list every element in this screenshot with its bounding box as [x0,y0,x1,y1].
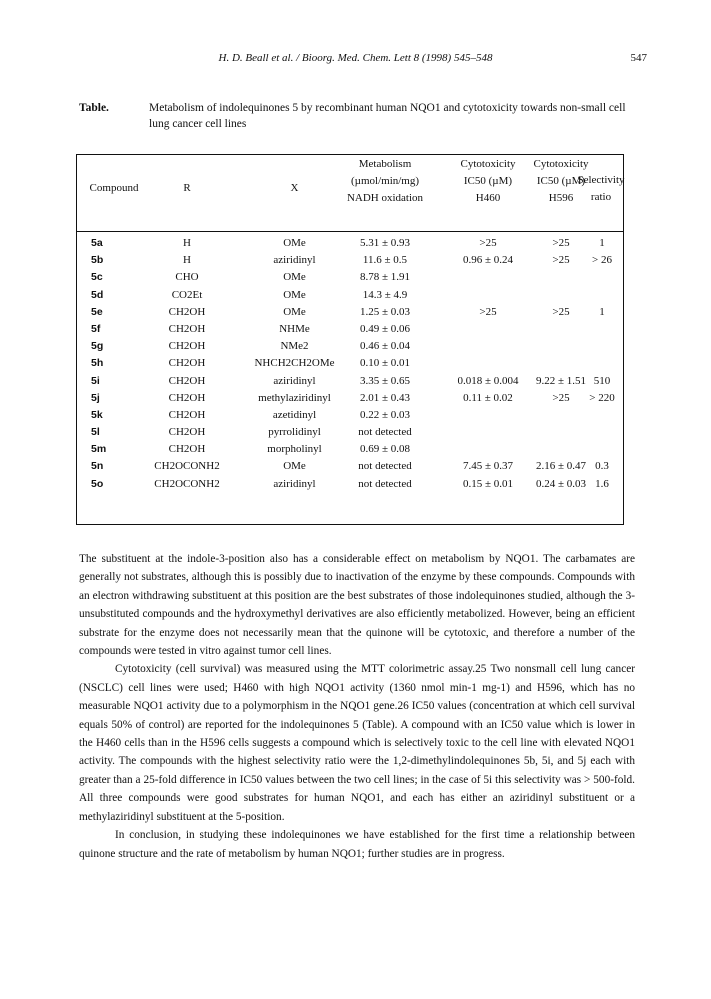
table-cell: >25 [479,237,497,249]
table-row [77,392,623,409]
table-cell: NHMe [279,322,310,335]
table-cell: OMe [283,305,306,318]
table-row [77,443,623,460]
column-header-line: IC50 (µM) [463,175,513,187]
table-cell: CH2OH [168,391,206,404]
table-cell: 0.22 ± 0.03 [359,408,411,421]
table-cell: H [183,254,191,267]
table-row [77,340,623,357]
table-cell: >25 [552,305,570,318]
table-cell: 1.6 [595,477,609,490]
paragraph-1: The substituent at the indole-3-position also has a considerable effect on metabolism by NQO1. The carbamates are generally not substrates, although this is possibly due to inactivation of the enzyme by these compounds. Compounds with an electron withdrawing substituent at this position are the best substrates of those indolequinones studied, although the 3-unsubstituted compounds and the hydroxymethyl derivatives are also efficiently metabolized. However, being an efficient substrate for the enzyme does not necessarily mean that the quinone will be cytotoxic, and therefore a number of the compounds were tested in vitro against tumor cell lines. [79,553,635,658]
table-cell: OMe [283,237,306,249]
data-table [76,154,624,525]
table-caption-text: Metabolism of indolequinones 5 by recombinant human NQO1 and cytotoxicity towards non-small cell lung cancer cell lines [149,102,626,130]
table-cell: CH2OH [168,426,206,439]
table-cell: OMe [283,288,306,301]
table-row [77,426,623,443]
running-head: H. D. Beall et al. / Bioorg. Med. Chem. Lett 8 (1998) 545–548 [218,52,493,64]
column-header-line: NADH oxidation [346,192,424,204]
table-cell: 0.46 ± 0.04 [359,340,411,353]
table-cell: NMe2 [280,340,309,353]
table-cell: NHCH2CH2OMe [254,357,335,370]
table-cell: not detected [358,460,412,473]
table-caption-label: Table. [79,102,109,114]
table-cell: 5c [91,271,103,284]
column-header [137,180,237,197]
column-header-line: IC50 (µM) [536,175,586,187]
table-cell: not detected [358,477,412,490]
column-header-line: ratio [590,191,612,203]
table-cell: CH2OH [168,408,206,421]
table-cell: CH2OH [168,322,206,335]
table-cell: 5d [91,288,104,301]
table-cell: 5e [91,305,103,318]
table-cell: 5l [91,426,100,439]
table-cell: OMe [283,460,306,473]
table-cell: 1.25 ± 0.03 [359,305,411,318]
table-cell: pyrrolidinyl [268,426,321,439]
table-cell: 0.3 [595,460,609,473]
table-cell: 3.35 ± 0.65 [359,374,411,387]
table-row [77,478,623,495]
table-cell: CH2OCONH2 [154,477,220,490]
column-header-line: H596 [548,192,574,204]
table-cell: 1 [599,305,605,318]
table-cell: > 26 [592,254,612,267]
table-cell: morpholinyl [267,443,322,456]
column-header-line: Metabolism [358,158,412,170]
table-cell: 8.78 ± 1.91 [359,271,411,284]
table-cell: 5o [91,477,104,490]
table-row [77,289,623,306]
column-header-line: Compound [89,182,139,194]
table-cell: CO2Et [171,288,203,301]
table-cell: 510 [593,374,611,387]
table-cell: 0.24 ± 0.03 [535,477,587,490]
table-row [77,271,623,288]
table-body [77,237,623,495]
table-cell: 5a [91,237,103,249]
table-cell: 5f [91,322,101,335]
table-cell: >25 [552,237,570,249]
table-cell: CH2OH [168,340,206,353]
table-row [77,409,623,426]
table-cell: 0.15 ± 0.01 [462,477,514,490]
column-header-line: Selectivity [577,174,625,186]
table-row [77,375,623,392]
table-cell: 0.49 ± 0.06 [359,322,411,335]
table-cell: 5k [91,408,103,421]
table-cell: 7.45 ± 0.37 [462,460,514,473]
table-cell: 5m [91,443,107,456]
table-cell: >25 [552,254,570,267]
table-cell: aziridinyl [273,477,316,490]
table-cell: CH2OCONH2 [154,460,220,473]
table-row [77,254,623,271]
table-row [77,357,623,374]
table-cell: methylaziridinyl [258,391,331,404]
column-header-line: X [290,182,299,194]
paragraph-3: In conclusion, in studying these indolequinones we have established for the first time a relationship between quinone structure and the rate of metabolism by human NQO1; further studies are in progress. [79,829,635,860]
table-cell: 1 [599,237,605,249]
body-text [79,550,635,863]
table-cell: CH2OH [168,443,206,456]
table-cell: 0.96 ± 0.24 [462,254,514,267]
table-cell: CH2OH [168,357,206,370]
table-cell: 5j [91,391,100,404]
table-cell: 5n [91,460,104,473]
table-cell: >25 [552,391,570,404]
paragraph-2: Cytotoxicity (cell survival) was measured using the MTT colorimetric assay.25 Two nonsmall cell lung cancer (NSCLC) cell lines were used; H460 with high NQO1 activity (1360 nmol min-1 mg-1) and H596, which has no measurable NQO1 activity due to a polymorphism in the NQO1 gene.26 IC50 values (concentration at which cell survival equals 50% of control) are reported for the indolequinones 5 (Table). A compound with an IC50 value which is lower in the H460 cells than in the H596 cells suggests a compound which is selectively toxic to the cell line with elevated NQO1 activity. The compounds with the highest selectivity ratio were the 1,2-dimethylindolequinones 5b, 5i, and 5j each with greater than a 25-fold difference in IC50 values between the two cell lines; in the case of 5i this selectivity was > 500-fold. All three compounds were good substrates for human NQO1, and each has either an aziridinyl substituent or a methylaziridinyl substituent at the 5-position. [79,663,635,823]
table-row [77,237,623,254]
table-row [77,460,623,477]
table-cell: >25 [479,305,497,318]
table-cell: 9.22 ± 1.51 [535,374,587,387]
table-cell: azetidinyl [272,408,317,421]
table-cell: 0.018 ± 0.004 [457,374,519,387]
table-cell: 0.11 ± 0.02 [463,391,513,404]
table-cell: 5.31 ± 0.93 [359,237,411,249]
table-header [77,155,623,232]
table-cell: 0.10 ± 0.01 [359,357,411,370]
table-cell: 11.6 ± 0.5 [362,254,408,267]
table-cell: CH2OH [168,305,206,318]
table-cell: not detected [358,426,412,439]
table-cell: CHO [175,271,199,284]
table-cell: H [183,237,191,249]
column-header [437,156,539,207]
table-cell: aziridinyl [273,374,316,387]
table-cell: 14.3 ± 4.9 [362,288,408,301]
column-header-line: Cytotoxicity [533,158,589,170]
column-header [572,172,630,206]
table-row [77,306,623,323]
table-cell: 5h [91,357,104,370]
table-cell: OMe [283,271,306,284]
table-row [77,323,623,340]
table-cell: 5g [91,340,104,353]
column-header [325,156,445,207]
column-header-line: (µmol/min/mg) [350,175,420,187]
column-header-line: H460 [475,192,501,204]
table-cell: 5b [91,254,104,267]
table-cell: > 220 [589,391,615,404]
table-cell: 0.69 ± 0.08 [359,443,411,456]
table-cell: 5i [91,374,100,387]
column-header-line: R [183,182,191,194]
table-cell: 2.01 ± 0.43 [359,391,411,404]
table-cell: 2.16 ± 0.47 [535,460,587,473]
table-cell: aziridinyl [273,254,316,267]
table-cell: CH2OH [168,374,206,387]
page-number: 547 [630,52,647,64]
column-header-line: Cytotoxicity [460,158,516,170]
